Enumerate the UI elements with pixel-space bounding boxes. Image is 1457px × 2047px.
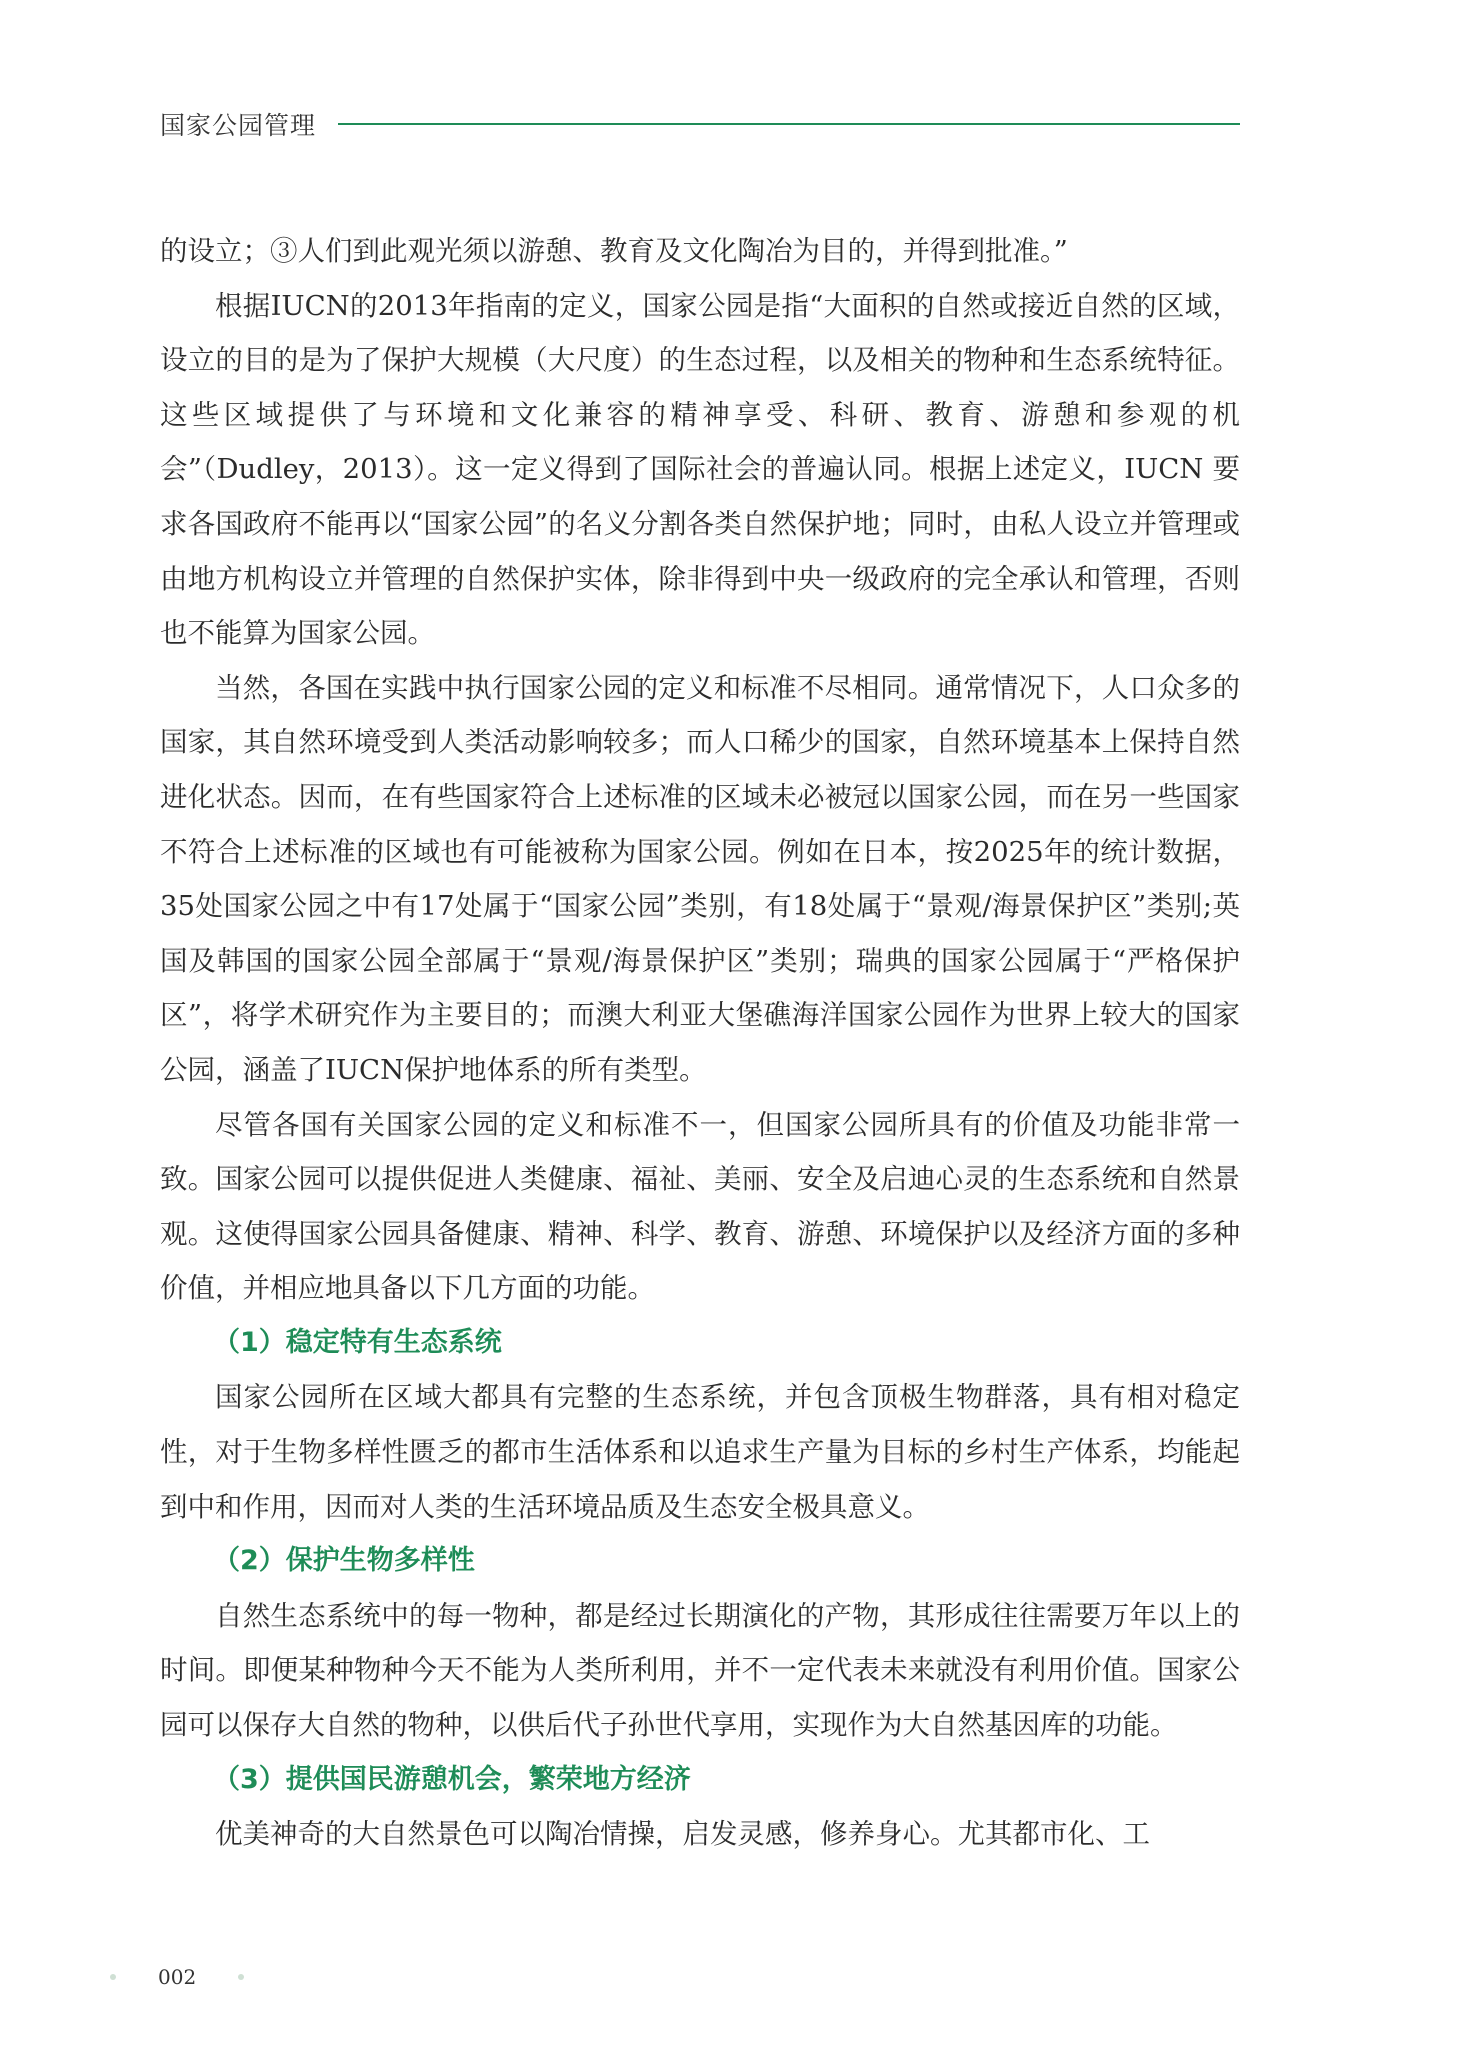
paragraph-national-practice: 当然，各国在实践中执行国家公园的定义和标准不尽相同。通常情况下，人口众多的国家，其自然环境受到人类活动影响较多；而人口稀少的国家，自然环境基本上保持自然进化状态。因而，在有些国家符合上述标准的区域未必被冠以国家公园，而在另一些国家不符合上述标准的区域也有可能被称为国家公园。例如在日本，按2025年的统计数据，35处国家公园之中有17处属于“国家公园”类别，有18处属于“景观/海景保护区”类别;英国及韩国的国家公园全部属于“景观/海景保护区”类别；瑞典的国家公园属于“严格保护区”，将学术研究作为主要目的；而澳大利亚大堡礁海洋国家公园作为世界上较大的国家公园，涵盖了IUCN保护地体系的所有类型。 [160, 671, 1240, 1086]
section-heading-3: （3）提供国民游憩机会，繁荣地方经济 [213, 1763, 691, 1795]
running-header [160, 104, 1240, 144]
section-body-1: 国家公园所在区域大都具有完整的生态系统，并包含顶极生物群落，具有相对稳定性，对于生物多样性匮乏的都市生活体系和以追求生产量为目标的乡村生产体系，均能起到中和作用，因而对人类的生活环境品质及生态安全极具意义。 [160, 1381, 1240, 1523]
paragraph-values-functions: 尽管各国有关国家公园的定义和标准不一，但国家公园所具有的价值及功能非常一致。国家公园可以提供促进人类健康、福祉、美丽、安全及启迪心灵的生态系统和自然景观。这使得国家公园具备健康、精神、科学、教育、游憩、环境保护以及经济方面的多种价值，并相应地具备以下几方面的功能。 [160, 1108, 1240, 1305]
paragraph-continued: 的设立；③人们到此观光须以游憩、教育及文化陶冶为目的，并得到批准。” [160, 235, 1068, 267]
section-heading-2: （2）保护生物多样性 [213, 1545, 475, 1577]
page-footer [110, 1960, 244, 1994]
section-body-3: 优美神奇的大自然景色可以陶冶情操，启发灵感，修养身心。尤其都市化、工 [215, 1818, 1150, 1851]
paragraph-iucn-definition: 根据IUCN的2013年指南的定义，国家公园是指“大面积的自然或接近自然的区域，设立的目的是为了保护大规模（大尺度）的生态过程，以及相关的物种和生态系统特征。这些区域提供了与环境和文化兼容的精神享受、科研、教育、游憩和参观的机会”（Dudley，2013）。这一定义得到了国际社会的普遍认同。根据上述定义，IUCN 要求各国政府不能再以“国家公园”的名义分割各类自然保护地；同时，由私人设立并管理或由地方机构设立并管理的自然保护实体，除非得到中央一级政府的完全承认和管理，否则也不能算为国家公园。 [160, 289, 1240, 650]
section-body-2: 自然生态系统中的每一物种，都是经过长期演化的产物，其形成往往需要万年以上的时间。即便某种物种今天不能为人类所利用，并不一定代表未来就没有利用价值。国家公园可以保存大自然的物种，以供后代子孙世代享用，实现作为大自然基因库的功能。 [160, 1599, 1240, 1742]
page-number: 002 [158, 1965, 197, 1989]
header-rule [338, 123, 1240, 125]
footer-dot-right [238, 1974, 244, 1980]
page-body [160, 224, 1240, 1862]
section-heading-1: （1）稳定特有生态系统 [213, 1326, 502, 1358]
header-title: 国家公园管理 [160, 111, 317, 140]
footer-dot-left [110, 1974, 116, 1980]
